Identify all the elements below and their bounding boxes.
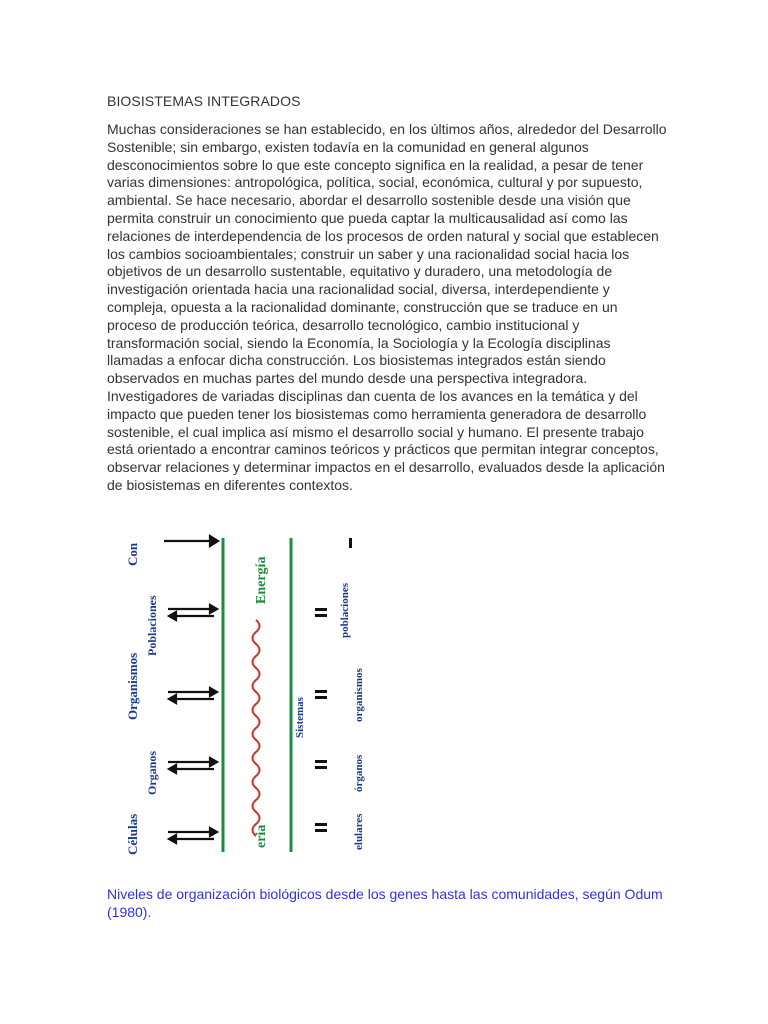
label-poblaciones-right: poblaciones [339,582,351,638]
label-celulares: elulares [353,813,365,850]
figure-caption: Niveles de organización biológicos desde los genes hasta las comunidades, según Odum (1980). [107,886,663,920]
document-title: BIOSISTEMAS INTEGRADOS [107,93,301,109]
label-celulas: Células [125,813,140,855]
arrows-left [164,536,218,843]
label-materia: eria [254,824,269,848]
label-organismos: Organismos [125,652,140,720]
equal-bars [315,538,352,832]
energy-wave [253,620,260,836]
label-organos-right: órganos [353,754,365,792]
document-body [107,121,667,495]
body-paragraph: Muchas consideraciones se han establecido, en los últimos años, alrededor del Desarrollo Sostenible; sin embargo, existen todavía en la comunidad en general algunos desconocimientos sobre lo que este concepto significa en la realidad, a pesar de tener varias dimensiones: antropológica, política, social, económica, cultural y por supuesto, ambiental. Se hace necesario, abordar el desarrollo sostenible desde una visión que permita construir un conocimiento que pueda captar la multicausalidad así como las relaciones de interdependencia de los procesos de orden natural y social que establecen los cambios socioambientales; construir un saber y una racionalidad social hacia los objetivos de un desarrollo sustentable, equitativo y duradero, una metodología de investigación orientada hacia una racionalidad social, diversa, interdependiente y compleja, opuesta a la racionalidad dominante, construcción que se traduce en un proceso de producción teórica, desarrollo tecnológico, cambio institucional y transformación social, siendo la Economía, la Sociología y la Ecología disciplinas llamadas a enfocar dicha construcción. Los biosistemas integrados están siendo observados en muchas partes del mundo desde una perspectiva integradora. Investigadores de variadas disciplinas dan cuenta de los avances en la temática y del impacto que pueden tener los biosistemas como herramienta generadora de desarrollo sostenible, el cual implica así mismo el desarrollo social y humano. El presente trabajo está orientado a encontrar caminos teóricos y prácticos que permitan integrar conceptos, observar relaciones y determinar impactos en el desarrollo, evaluados desde la aplicación de biosistemas en diferentes contextos. [107,121,667,493]
label-sistemas: Sistemas [294,697,306,738]
label-organos: Organos [145,750,159,795]
label-poblaciones: Poblaciones [145,595,159,656]
biological-levels-figure [106,530,368,860]
label-energia: Energía [254,556,269,604]
label-organismos-right: organismos [353,668,365,722]
label-con: Con [125,542,140,566]
